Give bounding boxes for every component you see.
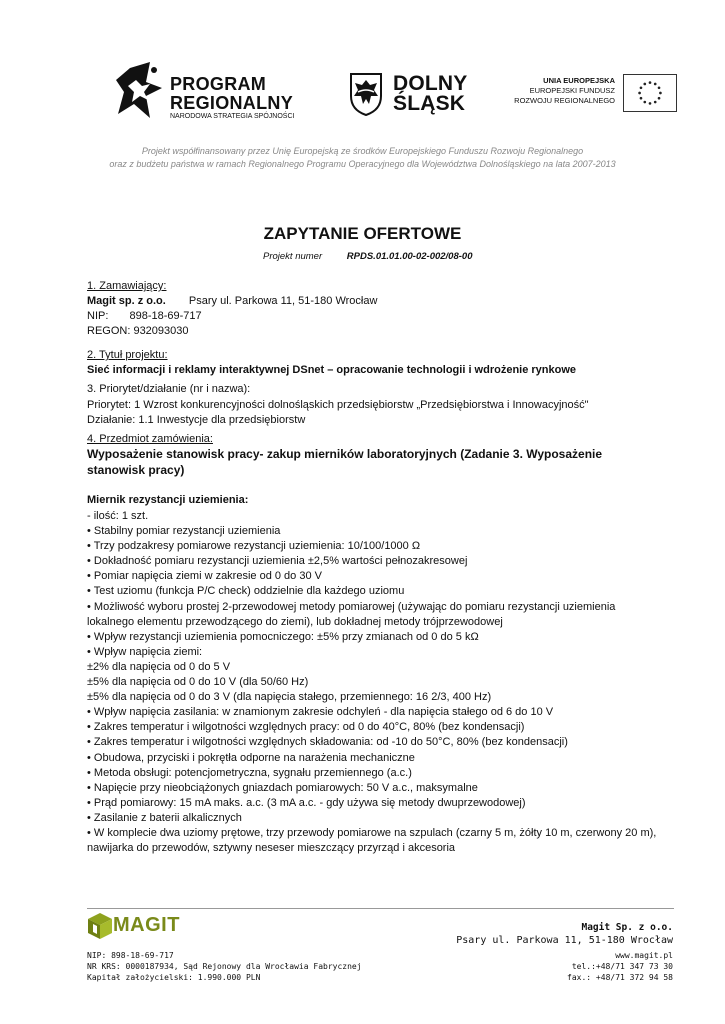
company-address: Psary ul. Parkowa 11, 51-180 Wrocław	[188, 295, 378, 307]
eagle-shield-icon	[349, 72, 383, 116]
dolny-slask-logo	[349, 70, 479, 118]
spec-line: • Wpływ napięcia zasilania: w znamionym zakresie odchyleń - dla napięcia stałego od 6 do 10 V	[87, 706, 554, 719]
eu-star-icon	[658, 86, 661, 89]
nip-line	[87, 310, 202, 323]
spec-line: • Metoda obsługi: potencjometryczna, sygnału przemiennego (a.c.)	[87, 766, 412, 779]
section4-heading: 4. Przedmiot zamówienia:	[87, 433, 213, 445]
footer-company: Magit Sp. z o.o.	[581, 922, 673, 933]
nip-value: 898-18-69-717	[129, 310, 202, 322]
eu-logo-line2: EUROPEJSKI FUNDUSZ	[529, 86, 615, 95]
eu-star-icon	[640, 86, 643, 89]
program-regionalny-emblem-icon	[116, 62, 166, 124]
project-number-label: Projekt numer	[263, 251, 323, 262]
spec-line: • Możliwość wyboru prostej 2-przewodowej metody pomiarowej (używając do pomiaru rezystancji uziemienia	[87, 600, 616, 613]
spec-line: • Wpływ rezystancji uziemienia pomocniczego: ±5% przy zmianach od 0 do 5 kΩ	[87, 630, 479, 643]
footer-tel: tel.:+48/71 347 73 30	[571, 962, 673, 971]
dolny-slask-line2: ŚLĄSK	[393, 92, 466, 115]
magit-cube-icon	[87, 912, 113, 940]
priority-line: Priorytet: 1 Wzrost konkurencyjności dolnośląskich przedsiębiorstw „Przedsiębiorstwa i Innowacyjność"	[87, 399, 589, 411]
spec-line: • Zakres temperatur i wilgotności względnych pracy: od 0 do 40°C, 80% (bez kondensacji)	[87, 721, 525, 734]
spec-line: • Obudowa, przyciski i pokrętła odporne na narażenia mechaniczne	[87, 751, 415, 764]
spec-line: nawijarka do przewodów, sztywny neseser mieszczący przyrząd i akcesoria	[87, 842, 456, 855]
magit-wordmark: MAGIT	[113, 914, 180, 936]
project-title: Sieć informacji i reklamy interaktywnej DSnet – opracowanie technologii i wdrożenie rynkowe	[87, 364, 577, 376]
eu-star-icon	[643, 101, 646, 104]
nip-label: NIP:	[87, 310, 109, 322]
spec-line: - ilość: 1 szt.	[87, 510, 149, 522]
eu-star-icon	[658, 97, 661, 100]
footer-capital: Kapitał założycielski: 1.990.000 PLN	[87, 973, 261, 982]
footer-nip: NIP: 898-18-69-717	[87, 951, 174, 960]
section3-heading: 3. Priorytet/działanie (nr i nazwa):	[87, 383, 251, 395]
program-logo-line1: PROGRAM	[170, 74, 267, 94]
project-number: RPDS.01.01.00-02-002/08-00	[346, 251, 473, 262]
footer-fax: fax.: +48/71 372 94 58	[567, 973, 673, 982]
spec-line: • Pomiar napięcia ziemi w zakresie od 0 do 30 V	[87, 570, 322, 583]
dolny-slask-line1: DOLNY	[393, 72, 468, 95]
spec-line: • Wpływ napięcia ziemi:	[87, 645, 203, 658]
eu-flag-icon	[623, 74, 677, 112]
company-line	[87, 295, 377, 308]
footer-divider	[87, 908, 674, 909]
spec-line: • Trzy podzakresy pomiarowe rezystancji uziemienia: 10/100/1000 Ω	[87, 540, 421, 553]
program-logo-line3: NARODOWA STRATEGIA SPÓJNOŚCI	[170, 113, 295, 120]
eu-star-icon	[654, 101, 657, 104]
meter-spec-list	[87, 509, 656, 856]
company-name: Magit sp. z o.o.	[87, 295, 166, 307]
action-line: Działanie: 1.1 Inwestycje dla przedsiębiorstw	[87, 414, 306, 426]
eu-logo	[512, 74, 677, 114]
spec-line: • Zasilanie z baterii alkalicznych	[87, 811, 242, 824]
eu-star-icon	[640, 97, 643, 100]
spec-line: • W komplecie dwa uziomy prętowe, trzy przewody pomiarowe na szpulach (czarny 5 m, żółty 10 m, czerwony 20 m),	[87, 826, 657, 839]
spec-line: • Zakres temperatur i wilgotności względnych składowania: od -10 do 50°C, 80% (bez kondensacji)	[87, 736, 568, 749]
section1-heading: 1. Zamawiający:	[87, 280, 167, 292]
eu-star-icon	[649, 81, 652, 84]
meter-heading: Miernik rezystancji uziemienia:	[87, 494, 249, 506]
spec-line: ±5% dla napięcia od 0 do 10 V (dla 50/60 Hz)	[87, 676, 309, 689]
eu-logo-text	[514, 76, 615, 106]
eu-star-icon	[654, 83, 657, 86]
footer-krs: NR KRS: 0000187934, Sąd Rejonowy dla Wrocławia Fabrycznej	[87, 962, 362, 971]
footer-address: Psary ul. Parkowa 11, 51-180 Wrocław	[456, 935, 673, 946]
eu-star-icon	[638, 92, 641, 95]
document-title: ZAPYTANIE OFERTOWE	[263, 224, 462, 243]
section2-heading: 2. Tytuł projektu:	[87, 349, 168, 361]
eu-star-icon	[649, 102, 652, 105]
spec-line: • Stabilny pomiar rezystancji uziemienia	[87, 525, 281, 538]
eu-logo-line3: ROZWOJU REGIONALNEGO	[514, 96, 615, 105]
eu-logo-line1: UNIA EUROPEJSKA	[543, 76, 615, 85]
regon-line: REGON: 932093030	[87, 325, 189, 337]
eu-star-icon	[643, 83, 646, 86]
project-number-line	[263, 251, 472, 262]
spec-line: lokalnego elementu przewodzącego do ziemi), lub dokładnej metody trójprzewodowej	[87, 615, 503, 628]
program-logo-line2: REGIONALNY	[170, 93, 294, 113]
program-regionalny-logo	[116, 62, 306, 124]
spec-line: • Test uziomu (funkcja P/C check) oddzielnie dla każdego uziomu	[87, 585, 405, 598]
footer-www[interactable]: www.magit.pl	[615, 951, 673, 960]
cofinancing-line-2: oraz z budżetu państwa w ramach Regionalnego Programu Operacyjnego dla Województwa Dolnośląskiego na lata 2007-2013	[109, 159, 616, 169]
spec-line: • Dokładność pomiaru rezystancji uziemienia ±2,5% wartości pełnozakresowej	[87, 555, 468, 568]
spec-line: • Napięcie przy nieobciążonych gniazdach pomiarowych: 50 V a.c., maksymalne	[87, 781, 478, 794]
cofinancing-line-1: Projekt współfinansowany przez Unię Europejską ze środków Europejskiego Funduszu Rozwoju Regionalnego	[141, 146, 584, 156]
order-subject: Wyposażenie stanowisk pracy- zakup mierników laboratoryjnych (Zadanie 3. Wyposażenie stanowisk pracy)	[87, 447, 603, 477]
spec-line: • Prąd pomiarowy: 15 mA maks. a.c. (3 mA a.c. - gdy używa się metody dwuprzewodowej)	[87, 796, 526, 809]
spec-line: ±5% dla napięcia od 0 do 3 V (dla napięcia stałego, przemiennego: 16 2/3, 400 Hz)	[87, 691, 492, 704]
spec-line: ±2% dla napięcia od 0 do 5 V	[87, 660, 231, 673]
eu-star-icon	[659, 92, 662, 95]
